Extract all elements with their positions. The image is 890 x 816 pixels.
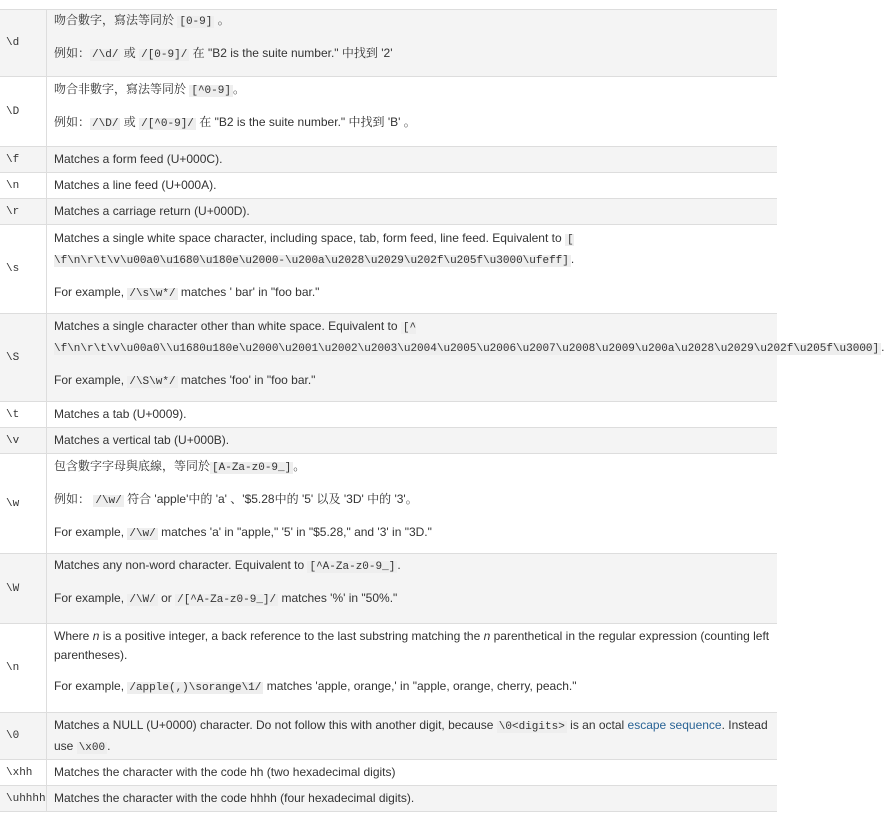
escape-key: \n xyxy=(0,624,47,712)
table-row xyxy=(0,77,777,147)
example-line: For example, /\w/ matches 'a' in "apple," '5' in "$5.28," and '3' in "3D." xyxy=(54,525,432,540)
description-cell xyxy=(47,713,777,759)
inline-code: [A-Za-z0-9_] xyxy=(212,462,292,474)
inline-code: /[^0-9]/ xyxy=(141,118,194,130)
escape-key: \uhhhh xyxy=(0,786,47,811)
table-row xyxy=(0,10,777,77)
description-line: 包含數字字母與底線，等同於 [A-Za-z0-9_] 。 xyxy=(54,459,306,474)
description-line: 吻合非數字，寫法等同於 [^0-9] 。 xyxy=(54,82,245,97)
table-row xyxy=(0,454,777,554)
table-row xyxy=(0,147,777,173)
inline-code: /apple(,)\sorange\1/ xyxy=(129,682,262,694)
description-cell xyxy=(47,10,777,76)
table-row xyxy=(0,173,777,199)
description-cell xyxy=(47,454,777,553)
description-cell: Matches a tab (U+0009). xyxy=(54,407,187,421)
escape-key: \d xyxy=(0,10,47,76)
table-row xyxy=(0,402,777,428)
inline-code: /\s\w*/ xyxy=(129,288,176,300)
escape-key: \t xyxy=(0,402,47,427)
inline-code: [ \f\n\r\t\v\u00a0\u1680\u180e\u2000-\u200a\u2028\u2029\u202f\u205f\u3000\ufeff] xyxy=(54,234,574,267)
inline-code: [^ \f\n\r\t\v\u00a0\\u1680u180e\u2000\u2001\u2002\u2003\u2004\u2005\u2006\u2007\u2008\u2009\u200a\u2028\u2029\u202f\u205f\u3000] xyxy=(54,322,880,355)
description-cell: Matches a vertical tab (U+000B). xyxy=(54,433,230,447)
example-line: 例如： /\d/ 或 /[0-9]/ 在 "B2 is the suite number." 中找到 '2' xyxy=(54,46,393,61)
escape-key: \s xyxy=(0,225,47,313)
inline-code: /\D/ xyxy=(92,118,119,130)
escape-key: \v xyxy=(0,428,47,453)
description-line: Matches any non-word character. Equivalent to [^A-Za-z0-9_] . xyxy=(54,558,401,573)
description-cell: Matches a line feed (U+000A). xyxy=(54,178,217,192)
table-row xyxy=(0,314,885,402)
inline-code: /\w/ xyxy=(129,528,156,540)
description-cell: Matches a form feed (U+000C). xyxy=(54,152,223,166)
example-line: 例如： /\w/ 符合 'apple'中的 'a' 、'$5.28中的 '5' 以及 '3D' 中的 '3'。 xyxy=(54,492,418,507)
escape-key: \w xyxy=(0,454,47,553)
description-cell: Matches the character with the code hh (two hexadecimal digits) xyxy=(54,765,396,779)
description-line: 吻合數字，寫法等同於 [0-9] 。 xyxy=(54,13,230,28)
inline-code: \0<digits> xyxy=(498,721,565,733)
escape-key: \W xyxy=(0,554,47,623)
escape-key: \S xyxy=(0,314,47,401)
inline-code: /[^A-Za-z0-9_]/ xyxy=(177,594,277,606)
description-cell xyxy=(47,225,777,313)
example-line: 例如： /\D/ 或 /[^0-9]/ 在 "B2 is the suite number." 中找到 'B' 。 xyxy=(54,115,416,130)
table-row xyxy=(0,624,777,713)
description-line: Matches a single white space character, including space, tab, form feed, line feed. Equivalent to [ \f\n\r\t\v\u00a0\u1680\u180e\u2000-\u200a\u2028\u2029\u202f\u205f\u3000\ufeff] . xyxy=(54,231,575,267)
table-row xyxy=(0,786,777,812)
description-line: Where n is a positive integer, a back reference to the last substring matching the n parenthetical in the regular expression (counting left parentheses). xyxy=(54,629,770,662)
inline-code: /\W/ xyxy=(129,594,156,606)
example-line: For example, /\s\w*/ matches ' bar' in "foo bar." xyxy=(54,285,320,300)
description-cell xyxy=(47,554,777,623)
table-row xyxy=(0,554,777,624)
description-line: Matches a NULL (U+0000) character. Do not follow this with another digit, because \0<digits> is an octal escape sequence. Instead use \x00 . xyxy=(54,718,768,754)
table-row xyxy=(0,428,777,454)
description-cell xyxy=(47,314,890,401)
escape-key: \f xyxy=(0,147,47,172)
table-row xyxy=(0,199,777,225)
escape-key: \xhh xyxy=(0,760,47,785)
table-row xyxy=(0,713,777,760)
inline-code: [^0-9] xyxy=(191,85,231,97)
inline-code: /\S\w*/ xyxy=(129,376,176,388)
example-line: For example, /\W/ or /[^A-Za-z0-9_]/ matches '%' in "50%." xyxy=(54,591,398,606)
inline-code: /\d/ xyxy=(92,49,119,61)
escape-key: \0 xyxy=(0,713,47,759)
description-cell: Matches a carriage return (U+000D). xyxy=(54,204,250,218)
inline-code: /[0-9]/ xyxy=(141,49,188,61)
inline-code: [0-9] xyxy=(179,16,213,28)
escape-key: \r xyxy=(0,199,47,224)
description-line: Matches a single character other than white space. Equivalent to [^ \f\n\r\t\v\u00a0\\u1680u180e\u2000\u2001\u2002\u2003\u2004\u2005\u2006\u2007\u2008\u2009\u200a\u2028\u2029\u202f\u205f\u3000] . xyxy=(54,319,885,355)
example-line: For example, /apple(,)\sorange\1/ matches 'apple, orange,' in "apple, orange, cherry, peach." xyxy=(54,679,577,694)
example-line: For example, /\S\w*/ matches 'foo' in "foo bar." xyxy=(54,373,316,388)
escape-key: \n xyxy=(0,173,47,198)
escape-key: \D xyxy=(0,77,47,146)
description-cell: Matches the character with the code hhhh (four hexadecimal digits). xyxy=(54,791,415,805)
table-row xyxy=(0,225,777,314)
escape-sequence-link[interactable]: escape sequence xyxy=(627,718,722,732)
inline-code: /\w/ xyxy=(95,495,122,507)
description-cell xyxy=(47,624,777,712)
table-row xyxy=(0,760,777,786)
regex-reference-table xyxy=(0,9,885,812)
inline-code: \x00 xyxy=(78,742,106,754)
inline-code: [^A-Za-z0-9_] xyxy=(309,561,396,573)
description-cell xyxy=(47,77,777,146)
